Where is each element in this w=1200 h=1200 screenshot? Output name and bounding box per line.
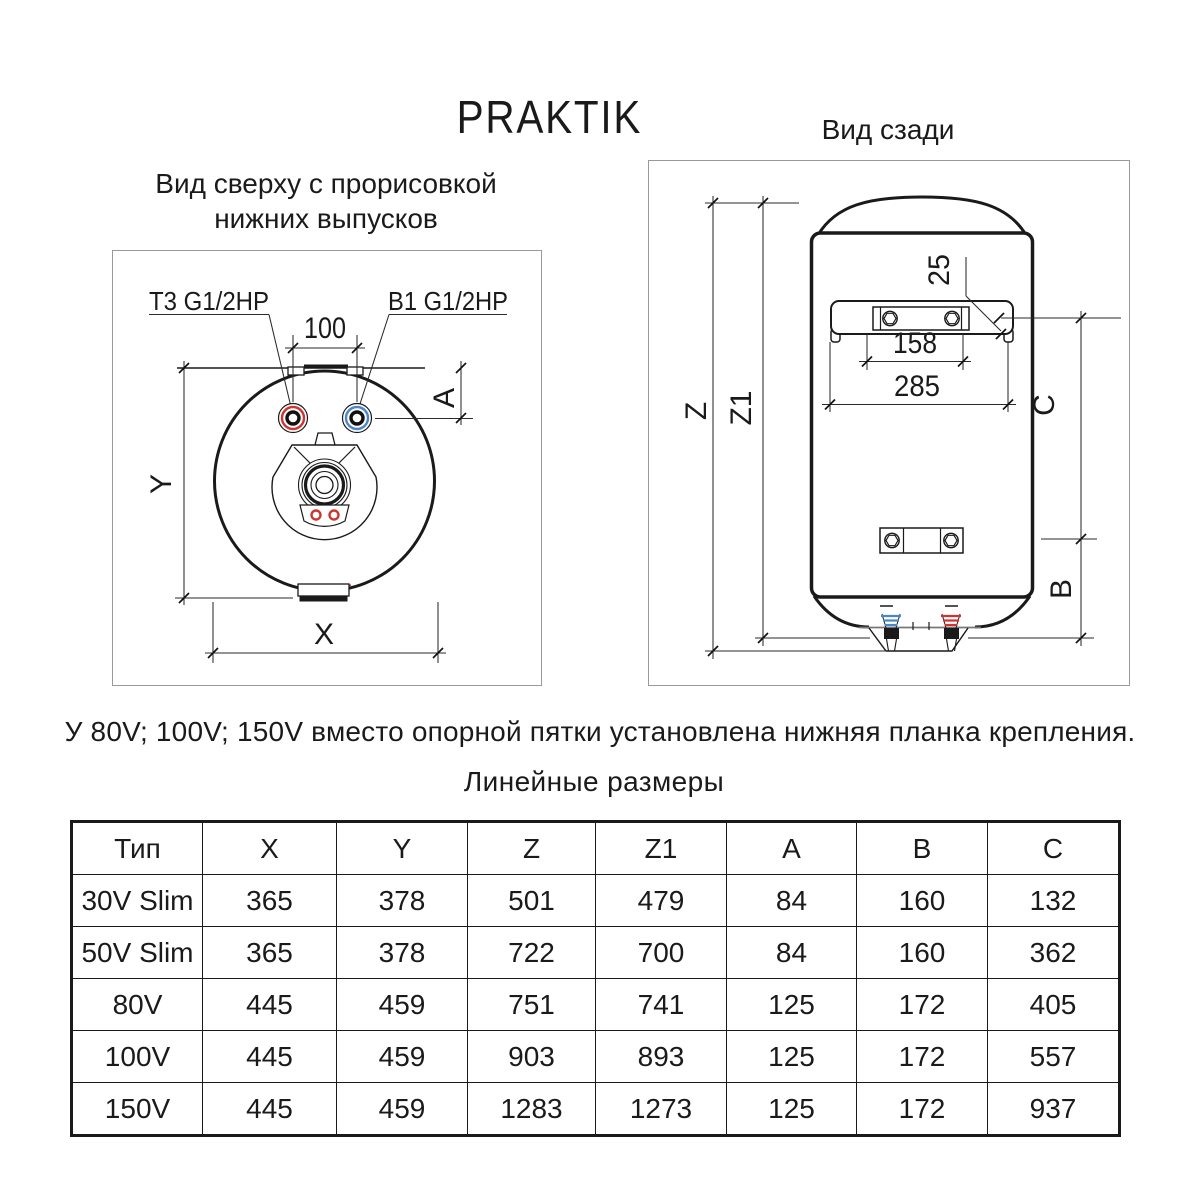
bottom-foot-top-view (298, 584, 351, 602)
cell-value: 172 (857, 1083, 988, 1136)
dim-b-label: B (1045, 578, 1078, 600)
cold-inlet-label: В1 G1/2НР (388, 286, 508, 316)
dim-x-label: X (313, 618, 335, 651)
cell-value: 903 (468, 1031, 596, 1083)
table-row (72, 1083, 1120, 1136)
cell-type: 50V Slim (72, 927, 203, 979)
table-row (72, 927, 1120, 979)
dim-a-label: A (428, 387, 461, 409)
top-view-heading-line2: нижних выпусков (214, 203, 438, 234)
cell-value: 84 (727, 927, 857, 979)
cell-value: 459 (337, 979, 468, 1031)
cell-value: 378 (337, 927, 468, 979)
cell-value: 132 (988, 875, 1120, 927)
cell-value: 362 (988, 927, 1120, 979)
cell-value: 378 (337, 875, 468, 927)
cell-value: 445 (203, 1083, 337, 1136)
cell-type: 100V (72, 1031, 203, 1083)
cold-pipe-rear (881, 614, 901, 639)
dim-c-label: C (1028, 394, 1061, 416)
cell-value: 365 (203, 927, 337, 979)
dimensions-table (70, 820, 1121, 1137)
cell-value: 937 (988, 1083, 1120, 1136)
tank-rear-body (812, 197, 1033, 628)
cell-value: 365 (203, 875, 337, 927)
cell-value: 125 (727, 979, 857, 1031)
cell-value: 722 (468, 927, 596, 979)
top-view-panel (112, 250, 542, 686)
tank-top-dome (818, 197, 1026, 235)
flange-terminal-right (330, 511, 339, 520)
dim-z-label: Z (680, 401, 713, 421)
cell-value: 172 (857, 1031, 988, 1083)
dim-z1-label: Z1 (725, 390, 758, 426)
col-header-y: Y (337, 822, 468, 875)
page-title-text: PRAKTIK (456, 91, 642, 143)
col-header-x: X (203, 822, 337, 875)
dim-y-label: Y (145, 473, 178, 495)
cell-value: 459 (337, 1083, 468, 1136)
cell-value: 501 (468, 875, 596, 927)
hot-pipe-rear (941, 614, 961, 639)
cell-value: 445 (203, 1031, 337, 1083)
cell-value: 172 (857, 979, 988, 1031)
cell-value: 557 (988, 1031, 1120, 1083)
cell-value: 160 (857, 927, 988, 979)
hot-pipe-top (279, 404, 308, 433)
cell-value: 1273 (596, 1083, 727, 1136)
table-row (72, 1031, 1120, 1083)
cell-value: 445 (203, 979, 337, 1031)
dim-hook-offset-value: 25 (923, 252, 956, 286)
cell-value: 125 (727, 1083, 857, 1136)
col-header-type: Тип (72, 822, 203, 875)
cell-value: 160 (857, 875, 988, 927)
cell-value: 751 (468, 979, 596, 1031)
cell-value: 405 (988, 979, 1120, 1031)
table-header-row (72, 822, 1120, 875)
dim-pipe-spacing-value: 100 (304, 312, 346, 345)
table-row (72, 875, 1120, 927)
cell-type: 80V (72, 979, 203, 1031)
cell-value: 125 (727, 1031, 857, 1083)
col-header-c: C (988, 822, 1120, 875)
col-header-z: Z (468, 822, 596, 875)
cell-type: 30V Slim (72, 875, 203, 927)
bottom-connections (869, 606, 968, 651)
cell-type: 150V (72, 1083, 203, 1136)
dim-x (205, 602, 446, 663)
top-bracket-edge (177, 367, 425, 376)
cold-pipe-top (343, 404, 372, 433)
top-view-heading-line1: Вид сверху с прорисовкой (155, 168, 497, 199)
flange-terminal-left (312, 511, 321, 520)
cell-value: 741 (596, 979, 727, 1031)
rear-view-panel (648, 160, 1130, 686)
cell-value: 84 (727, 875, 857, 927)
lower-wall-bracket (880, 528, 963, 553)
col-header-b: B (857, 822, 988, 875)
dim-bracket-width-value: 285 (894, 370, 940, 403)
cell-value: 459 (337, 1031, 468, 1083)
footnote: У 80V; 100V; 150V вместо опорной пятки установлена нижняя планка крепления. (64, 716, 1136, 747)
cell-value: 479 (596, 875, 727, 927)
rear-view-heading: Вид сзади (821, 114, 955, 145)
table-row (72, 979, 1120, 1031)
dim-bolt-spacing-value: 158 (893, 327, 937, 360)
hot-outlet-label: Т3 G1/2НР (149, 286, 269, 316)
flange-terminal-plate (300, 505, 349, 526)
cell-value: 700 (596, 927, 727, 979)
col-header-z1: Z1 (596, 822, 727, 875)
table-title: Линейные размеры (463, 766, 725, 797)
cell-value: 893 (596, 1031, 727, 1083)
col-header-a: A (727, 822, 857, 875)
cell-value: 1283 (468, 1083, 596, 1136)
